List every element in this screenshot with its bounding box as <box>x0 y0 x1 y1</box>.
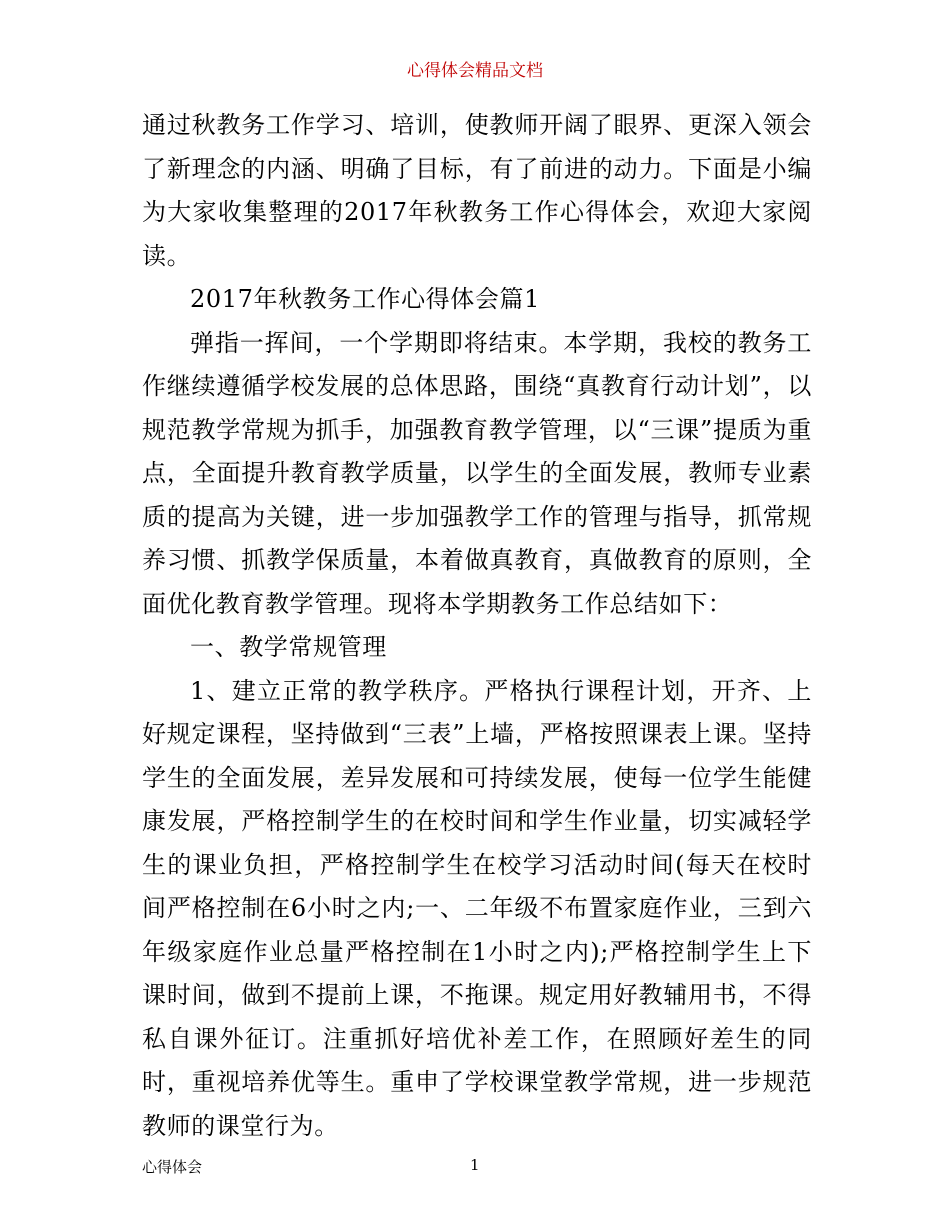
paragraph-intro: 通过秋教务工作学习、培训，使教师开阔了眼界、更深入领会了新理念的内涵、明确了目标，有了前进的动力。下面是小编为大家收集整理的2017年秋教务工作心得体会，欢迎大家阅读。 <box>142 111 812 270</box>
section-heading: 2017年秋教务工作心得体会篇1 <box>190 285 540 313</box>
footer-label: 心得体会 <box>142 1158 203 1176</box>
paragraph-summary: 弹指一挥间，一个学期即将结束。本学期，我校的教务工作继续遵循学校发展的总体思路，围绕“真教育行动计划”，以规范教学常规为抓手，加强教育教学管理，以“三课”提质为重点，全面提升教育教学质量，以学生的全面发展，教师专业素质的提高为关键，进一步加强教学工作的管理与指导，抓常规养习惯、抓教学保质量，本着做真教育，真做教育的原则，全面优化教育教学管理。现将本学期教务工作总结如下： <box>142 328 812 618</box>
paragraph-item-1: 1、建立正常的教学秩序。严格执行课程计划，开齐、上好规定课程，坚持做到“三表”上墙，严格按照课表上课。坚持学生的全面发展，差异发展和可持续发展，使每一位学生能健康发展，严格控制学生的在校时间和学生作业量，切实减轻学生的课业负担，严格控制学生在校学习活动时间(每天在校时间严格控制在6小时之内;一、二年级不布置家庭作业，三到六年级家庭作业总量严格控制在1小时之内);严格控制学生上下课时间，做到不提前上课，不拖课。规定用好教辅用书，不得私自课外征订。注重抓好培优补差工作，在照顾好差生的同时，重视培养优等生。重申了学校课堂教学常规，进一步规范教师的课堂行为。 <box>142 676 812 1140</box>
document-body <box>142 104 812 1148</box>
page-number: 1 <box>470 1156 480 1174</box>
subsection-heading: 一、教学常规管理 <box>190 633 387 661</box>
document-header-title: 心得体会精品文档 <box>407 61 543 81</box>
